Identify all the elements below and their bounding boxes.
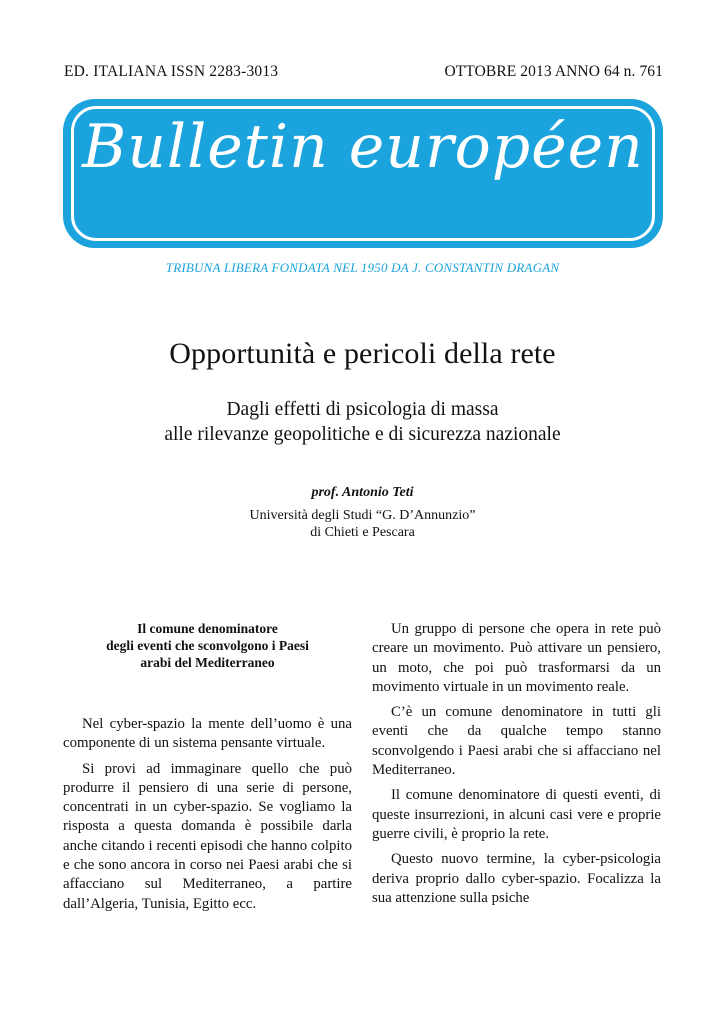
section-heading	[63, 620, 352, 671]
masthead-title: Bulletin européen	[82, 112, 644, 182]
subtitle-line-2: alle rilevanze geopolitiche e di sicurezza nazionale	[164, 424, 561, 445]
paragraph: C’è un comune denominatore in tutti gli eventi che da qualche tempo stanno sconvolgendo i Paesi arabi che si affacciano nel Mediterraneo.	[372, 704, 661, 779]
right-column	[372, 620, 661, 914]
section-heading-line-1: Il comune denominatore	[137, 621, 278, 636]
affiliation-line-2: di Chieti e Pescara	[310, 525, 415, 540]
masthead-banner	[63, 99, 663, 248]
issue-date: OTTOBRE 2013 ANNO 64 n. 761	[444, 63, 663, 80]
paragraph: Si provi ad immaginare quello che può produrre il pensiero di una serie di persone, concentrati in un cyber-spazio. Se vogliamo la risposta a questa domanda è possibile darla anche citando i recenti episodi che hanno colpito e che sono ancora in corso nei Paesi arabi che si affacciano sul Mediterraneo, a partire dall’Algeria, Tunisia, Egitto ecc.	[63, 760, 352, 912]
affiliation-line-1: Università degli Studi “G. D’Annunzio”	[249, 508, 476, 523]
article-title: Opportunità e pericoli della rete	[169, 337, 556, 370]
article-subtitle	[0, 397, 725, 447]
edition-issn: ED. ITALIANA ISSN 2283-3013	[64, 63, 279, 80]
author-affiliation	[0, 507, 725, 541]
paragraph: Il comune denominatore di questi eventi, di queste insurrezioni, in alcuni casi vere e proprie guerre civili, è proprio la rete.	[372, 787, 661, 842]
paragraph: Un gruppo di persone che opera in rete può creare un movimento. Può attivare un pensiero, un moto, che poi può trasformarsi da un movimento virtuale in un movimento reale.	[372, 621, 661, 695]
section-heading-line-2: degli eventi che sconvolgono i Paesi	[106, 638, 309, 653]
tagline: TRIBUNA LIBERA FONDATA NEL 1950 DA J. CONSTANTIN DRAGAN	[165, 260, 560, 275]
author-name: prof. Antonio Teti	[311, 485, 414, 500]
paragraph: Questo nuovo termine, la cyber-psicologia deriva proprio dallo cyber-spazio. Focalizza la sua attenzione sulla psiche	[372, 851, 661, 906]
paragraph: Nel cyber-spazio la mente dell’uomo è una componente di un sistema pensante virtuale.	[63, 716, 352, 752]
subtitle-line-1: Dagli effetti di psicologia di massa	[226, 399, 499, 420]
section-heading-line-3: arabi del Mediterraneo	[140, 655, 275, 670]
left-column	[63, 620, 352, 920]
